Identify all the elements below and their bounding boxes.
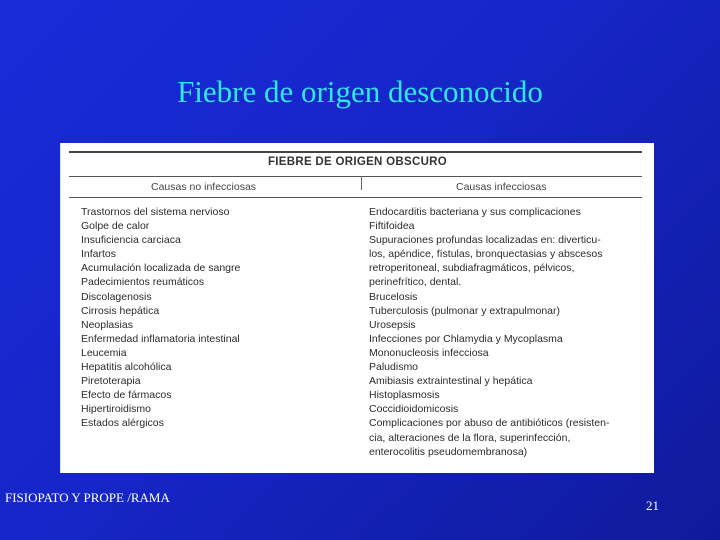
list-item: Mononucleosis infecciosa — [369, 346, 489, 359]
list-item: Brucelosis — [369, 290, 418, 303]
list-item: Urosepsis — [369, 318, 416, 331]
list-item: Neoplasias — [81, 318, 133, 331]
list-item: cia, alteraciones de la flora, superinfección, — [369, 431, 571, 444]
list-item: Discolagenosis — [81, 290, 152, 303]
list-item: Supuraciones profundas localizadas en: diverticu- — [369, 234, 601, 247]
list-item: Tuberculosis (pulmonar y extrapulmonar) — [369, 304, 561, 317]
list-item: Cirrosis hepática — [81, 304, 160, 317]
list-item: Padecimientos reumáticos — [81, 276, 205, 289]
list-item: Piretoterapia — [81, 375, 141, 388]
list-item: Golpe de calor — [81, 220, 150, 233]
list-item: Complicaciones por abuso de antibióticos (resisten- — [369, 417, 610, 430]
title-rule — [69, 176, 642, 177]
list-item: Endocarditis bacteriana y sus complicaciones — [369, 206, 581, 218]
list-item: Infartos — [81, 248, 117, 261]
list-item: Trastornos del sistema nervioso — [81, 206, 230, 218]
list-item: Histoplasmosis — [369, 389, 440, 402]
scanned-table-image — [60, 143, 654, 473]
list-item: Infecciones por Chlamydia y Mycoplasma — [369, 332, 563, 345]
footer-text: FISIOPATO Y PROPE /RAMA — [5, 490, 170, 505]
list-item: los, apéndice, fístulas, bronquectasias y abscesos — [369, 248, 603, 261]
header-rule — [69, 197, 642, 198]
non-infectious-header: Causas no infecciosas — [151, 181, 257, 193]
list-item: Fiftifoidea — [369, 220, 415, 233]
list-item: Hepatitis alcohólica — [81, 361, 172, 374]
table-title: FIEBRE DE ORIGEN OBSCURO — [267, 156, 448, 168]
list-item: Acumulación localizada de sangre — [81, 262, 241, 275]
column-divider — [361, 176, 362, 190]
list-item: Paludismo — [369, 361, 419, 374]
page-number: 21 — [646, 498, 659, 513]
list-item: enterocolitis pseudomembranosa) — [369, 445, 528, 458]
list-item: Amibiasis extraintestinal y hepática — [369, 375, 533, 388]
list-item: perinefrítico, dental. — [369, 276, 462, 289]
list-item: Enfermedad inflamatoria intestinal — [81, 332, 240, 345]
list-item: Hipertiroidismo — [81, 403, 152, 416]
list-item: Estados alérgicos — [81, 417, 164, 430]
top-rule — [69, 151, 642, 153]
list-item: Efecto de fármacos — [81, 389, 172, 402]
non-infectious-causes-list — [81, 205, 240, 431]
list-item: Leucemia — [81, 346, 127, 359]
list-item: retroperitoneal, subdiafragmáticos, pélvicos, — [369, 262, 575, 275]
list-item: Coccidioidomicosis — [369, 403, 459, 416]
infectious-header: Causas infecciosas — [456, 181, 547, 193]
infectious-causes-list — [369, 205, 639, 459]
slide-title: Fiebre de origen desconocido — [177, 74, 543, 109]
list-item: Insuficiencia carciaca — [81, 234, 181, 247]
